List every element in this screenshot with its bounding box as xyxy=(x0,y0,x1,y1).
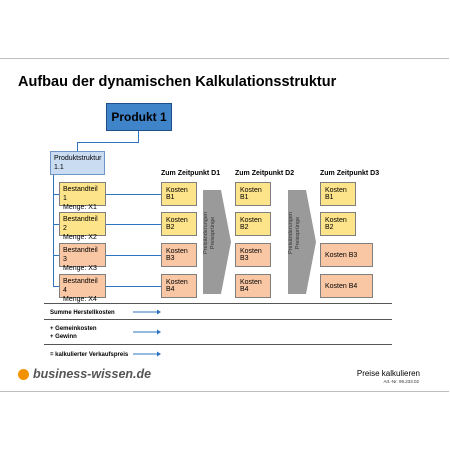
part-name: Bestandteil 4 xyxy=(63,278,98,294)
part-name: Bestandteil 1 xyxy=(63,186,98,202)
part-box-1 xyxy=(59,182,106,211)
cost-d2-b2: Kosten B2 xyxy=(235,212,271,236)
cost-d3-b1: Kosten B1 xyxy=(320,182,356,206)
part-box-3 xyxy=(59,243,106,272)
column-header-d3: Zum Zeitpunkt D3 xyxy=(320,170,380,177)
column-header-d1: Zum Zeitpunkt D1 xyxy=(161,170,221,177)
cost-d2-b1: Kosten B1 xyxy=(235,182,271,206)
summary-verkaufspreis: = kalkulierter Verkaufspreis xyxy=(50,352,129,358)
part-name: Bestandteil 3 xyxy=(63,247,98,263)
cost-d1-b4: Kosten B4 xyxy=(161,274,197,298)
summary-gemeinkosten: + Gemeinkosten xyxy=(50,326,97,332)
structure-label: Produktstruktur xyxy=(54,155,102,162)
separator-1 xyxy=(44,303,392,304)
cost-d3-b4: Kosten B4 xyxy=(320,274,373,298)
cost-d1-b2: Kosten B2 xyxy=(161,212,197,236)
cost-d2-b4: Kosten B4 xyxy=(235,274,271,298)
summary-arrow-1 xyxy=(133,309,161,315)
structure-box xyxy=(50,151,105,175)
summary-arrow-3 xyxy=(133,351,161,357)
part-link-1 xyxy=(106,194,161,195)
part-qty: Menge: X4 xyxy=(63,296,97,303)
summary-herstellkosten: Summe Herstellkosten xyxy=(50,310,115,316)
part-qty: Menge: X1 xyxy=(63,204,97,211)
part-link-3 xyxy=(106,255,161,256)
part-name: Bestandteil 2 xyxy=(63,216,98,232)
cost-d3-b3: Kosten B3 xyxy=(320,243,373,267)
price-change-label-1: Preisänderungen Preissprünge xyxy=(203,212,216,254)
product-box: Produkt 1 xyxy=(106,103,172,131)
separator-2 xyxy=(44,319,392,320)
connector-product-h xyxy=(77,142,139,143)
summary-gewinn: + Gewinn xyxy=(50,334,77,340)
part-box-4 xyxy=(59,274,106,303)
structure-number: 1.1 xyxy=(54,164,64,171)
brand-logo: business-wissen.de xyxy=(33,367,152,381)
cost-d3-b2: Kosten B2 xyxy=(320,212,356,236)
cost-d2-b3: Kosten B3 xyxy=(235,243,271,267)
page-title: Aufbau der dynamischen Kalkulationsstruktur xyxy=(18,74,337,90)
cost-d1-b3: Kosten B3 xyxy=(161,243,197,267)
cost-d1-b1: Kosten B1 xyxy=(161,182,197,206)
footer-title: Preise kalkulieren xyxy=(356,369,420,378)
connector-structure xyxy=(77,142,78,151)
tree-trunk xyxy=(53,175,54,287)
summary-arrow-2 xyxy=(133,329,161,335)
connector-product xyxy=(138,131,139,142)
part-qty: Menge: X2 xyxy=(63,234,97,241)
part-qty: Menge: X3 xyxy=(63,265,97,272)
column-header-d2: Zum Zeitpunkt D2 xyxy=(235,170,295,177)
logo-dot-icon xyxy=(18,369,29,380)
part-link-4 xyxy=(106,286,161,287)
article-number: Art.-Nr. 99.233.02 xyxy=(383,379,419,384)
price-change-label-2: Preisänderungen Preissprünge xyxy=(288,212,301,254)
part-link-2 xyxy=(106,224,161,225)
separator-3 xyxy=(44,344,392,345)
part-box-2 xyxy=(59,212,106,241)
